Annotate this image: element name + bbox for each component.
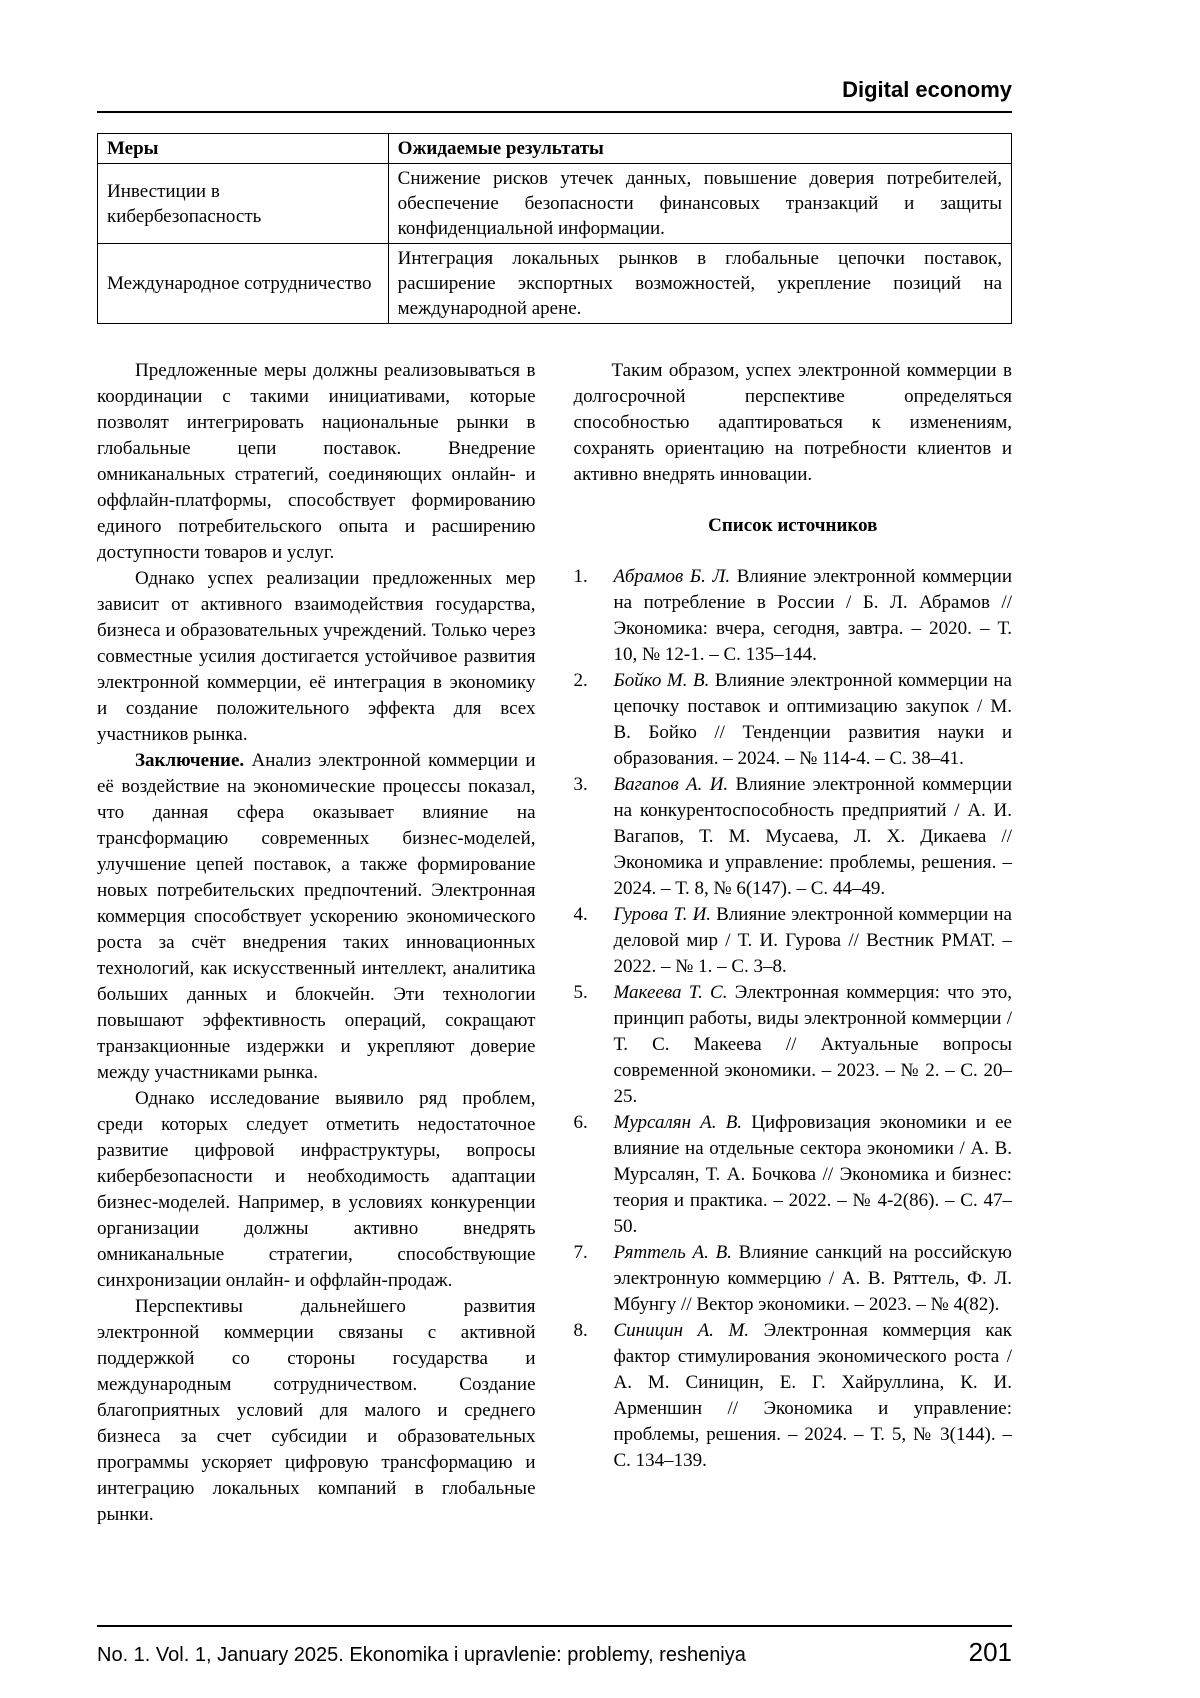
reference-text <box>614 902 1013 980</box>
journal-line: No. 1. Vol. 1, January 2025. Ekonomika i upravlenie: problemy, resheniya <box>97 1644 746 1666</box>
reference-authors: Мурсалян А. В. <box>613 1112 743 1133</box>
reference-number: 5. <box>573 982 588 1003</box>
reference-number: 8. <box>573 1320 588 1341</box>
references-list <box>574 564 1013 1474</box>
reference-text <box>614 980 1013 1110</box>
reference-body-text: Влияние электронной коммерции на цепочку поставок и оптимизацию закупок / М. В. Бойко // Тенденции развития науки и образования. – 2024. – № 114-4. – С. 38–41. <box>613 670 1012 769</box>
page-footer <box>97 1625 1012 1668</box>
reference-item <box>574 902 1013 980</box>
reference-item <box>574 564 1013 668</box>
reference-text <box>614 564 1013 668</box>
reference-body-text: Цифровизация экономики и ее влияние на отдельные сектора экономики / А. В. Мурсалян, Т. А. Бочкова // Экономика и бизнес: теория и практика. – 2022. – № 4-2(86). – С. 47–50. <box>613 1112 1012 1237</box>
measure-cell: Международное сотрудничество <box>98 244 389 324</box>
page-number: 201 <box>968 1637 1012 1667</box>
body-columns <box>97 358 1012 1528</box>
paragraph: Предложенные меры должны реализовываться в координации с такими инициативами, которые позволят интегрировать национальные рынки в глобальные цепи поставок. Внедрение омниканальных стратегий, соединяющих онлайн- и оффлайн-платформы, способствует формированию единого потребительского опыта и расширению доступности товаров и услуг. <box>97 360 536 563</box>
reference-text <box>614 1240 1013 1318</box>
reference-authors: Макеева Т. С. <box>613 982 728 1003</box>
reference-number: 6. <box>573 1112 588 1133</box>
reference-authors: Синицин А. М. <box>613 1320 750 1341</box>
footer-rule <box>97 1625 1012 1627</box>
left-column <box>97 358 536 1528</box>
reference-body-text: Влияние электронной коммерции на конкурентоспособность предприятий / А. И. Вагапов, Т. М. Мусаева, Л. Х. Дикаева // Экономика и управление: проблемы, решения. – 2024. – Т. 8, № 6(147). – С. 44–49. <box>613 774 1013 899</box>
reference-item <box>574 772 1013 902</box>
reference-authors: Вагапов А. И. <box>613 774 729 795</box>
reference-number: 3. <box>573 774 588 795</box>
reference-text <box>614 772 1013 902</box>
reference-item <box>574 1318 1013 1474</box>
references-heading: Список источников <box>708 515 878 536</box>
reference-text <box>614 668 1013 772</box>
reference-body-text: Влияние электронной коммерции на деловой мир / Т. И. Гурова // Вестник РМАТ. – 2022. – № 1. – С. 3–8. <box>613 904 1012 977</box>
table-row <box>98 244 1012 324</box>
paragraph: Однако исследование выявило ряд проблем, среди которых следует отметить недостаточное развитие цифровой инфраструктуры, вопросы кибербезопасности и необходимость адаптации бизнес-моделей. Например, в условиях конкуренции организации должны активно внедрять омниканальные стратегии, способствующие синхронизации онлайн- и оффлайн-продаж. <box>97 1088 536 1291</box>
reference-item <box>574 1110 1013 1240</box>
reference-item <box>574 1240 1013 1318</box>
paragraph-lead: Заключение. <box>135 750 245 771</box>
reference-body-text: Влияние санкций на российскую электронную коммерцию / А. В. Ряттель, Ф. Л. Мбунгу // Вектор экономики. – 2023. – № 4(82). <box>613 1242 1012 1315</box>
paragraph-text: Анализ электронной коммерции и её воздействие на экономические процессы показал, что данная сфера оказывает влияние на трансформацию современных бизнес-моделей, улучшение цепей поставок, а также формирование новых потребительских предпочтений. Электронная коммерция способствует ускорению экономического роста за счёт внедрения таких инновационных технологий, как искусственный интеллект, аналитика больших данных и блокчейн. Эти технологии повышают эффективность операций, сокращают транзакционные издержки и укрепляют доверие между участниками рынка. <box>97 750 536 1083</box>
paragraph: Однако успех реализации предложенных мер зависит от активного взаимодействия государства, бизнеса и образовательных учреждений. Только через совместные усилия достигается устойчивое развития электронной коммерции, её интеграция в экономику и создание положительного эффекта для всех участников рынка. <box>97 568 536 745</box>
reference-number: 4. <box>573 904 588 925</box>
reference-authors: Абрамов Б. Л. <box>613 566 731 587</box>
reference-item <box>574 980 1013 1110</box>
measure-cell: Инвестиции в кибербезопасность <box>98 164 389 244</box>
result-cell: Снижение рисков утечек данных, повышение доверия потребителей, обеспечение безопасности финансовых транзакций и защиты конфиденциальной информации. <box>388 164 1011 244</box>
table-row <box>98 164 1012 244</box>
result-cell: Интеграция локальных рынков в глобальные цепочки поставок, расширение экспортных возможностей, укрепление позиций на международной арене. <box>388 244 1011 324</box>
page-header <box>97 78 1012 113</box>
footer-row <box>97 1639 1012 1668</box>
header-rule <box>97 111 1012 113</box>
reference-body-text: Электронная коммерция как фактор стимулирования экономического роста / А. М. Синицин, Е. Г. Хайруллина, К. И. Арменшин // Экономика и управление: проблемы, решения. – 2024. – Т. 5, № 3(144). – С. 134–139. <box>613 1320 1012 1471</box>
reference-authors: Бойко М. В. <box>613 670 710 691</box>
paragraph: Таким образом, успех электронной коммерции в долгосрочной перспективе определяться способностью адаптироваться к изменениям, сохранять ориентацию на потребности клиентов и активно внедрять инновации. <box>573 360 1012 485</box>
measures-table <box>97 133 1012 324</box>
table-header-results: Ожидаемые результаты <box>388 134 1011 164</box>
paragraph: Перспективы дальнейшего развития электронной коммерции связаны с активной поддержкой со стороны государства и международным сотрудничеством. Создание благоприятных условий для малого и среднего бизнеса за счет субсидии и образовательных программы ускоряет цифровую трансформацию и интеграцию локальных компаний в глобальные рынки. <box>97 1296 536 1525</box>
table-header-row <box>98 134 1012 164</box>
table-header-measures: Меры <box>98 134 389 164</box>
reference-text <box>614 1110 1013 1240</box>
reference-body-text: Влияние электронной коммерции на потребление в России / Б. Л. Абрамов // Экономика: вчера, сегодня, завтра. – 2020. – Т. 10, № 12-1. – С. 135–144. <box>613 566 1012 665</box>
running-head: Digital economy <box>842 77 1012 102</box>
reference-number: 2. <box>573 670 588 691</box>
reference-item <box>574 668 1013 772</box>
reference-authors: Гурова Т. И. <box>613 904 712 925</box>
right-column <box>574 358 1013 1528</box>
reference-text <box>614 1318 1013 1474</box>
reference-authors: Ряттель А. В. <box>613 1242 732 1263</box>
reference-number: 7. <box>573 1242 588 1263</box>
reference-body-text: Электронная коммерция: что это, принцип работы, виды электронной коммерции / Т. С. Макеева // Актуальные вопросы современной экономики. – 2023. – № 2. – С. 20–25. <box>613 982 1012 1107</box>
reference-number: 1. <box>573 566 588 587</box>
paragraph-conclusion <box>97 748 536 1086</box>
